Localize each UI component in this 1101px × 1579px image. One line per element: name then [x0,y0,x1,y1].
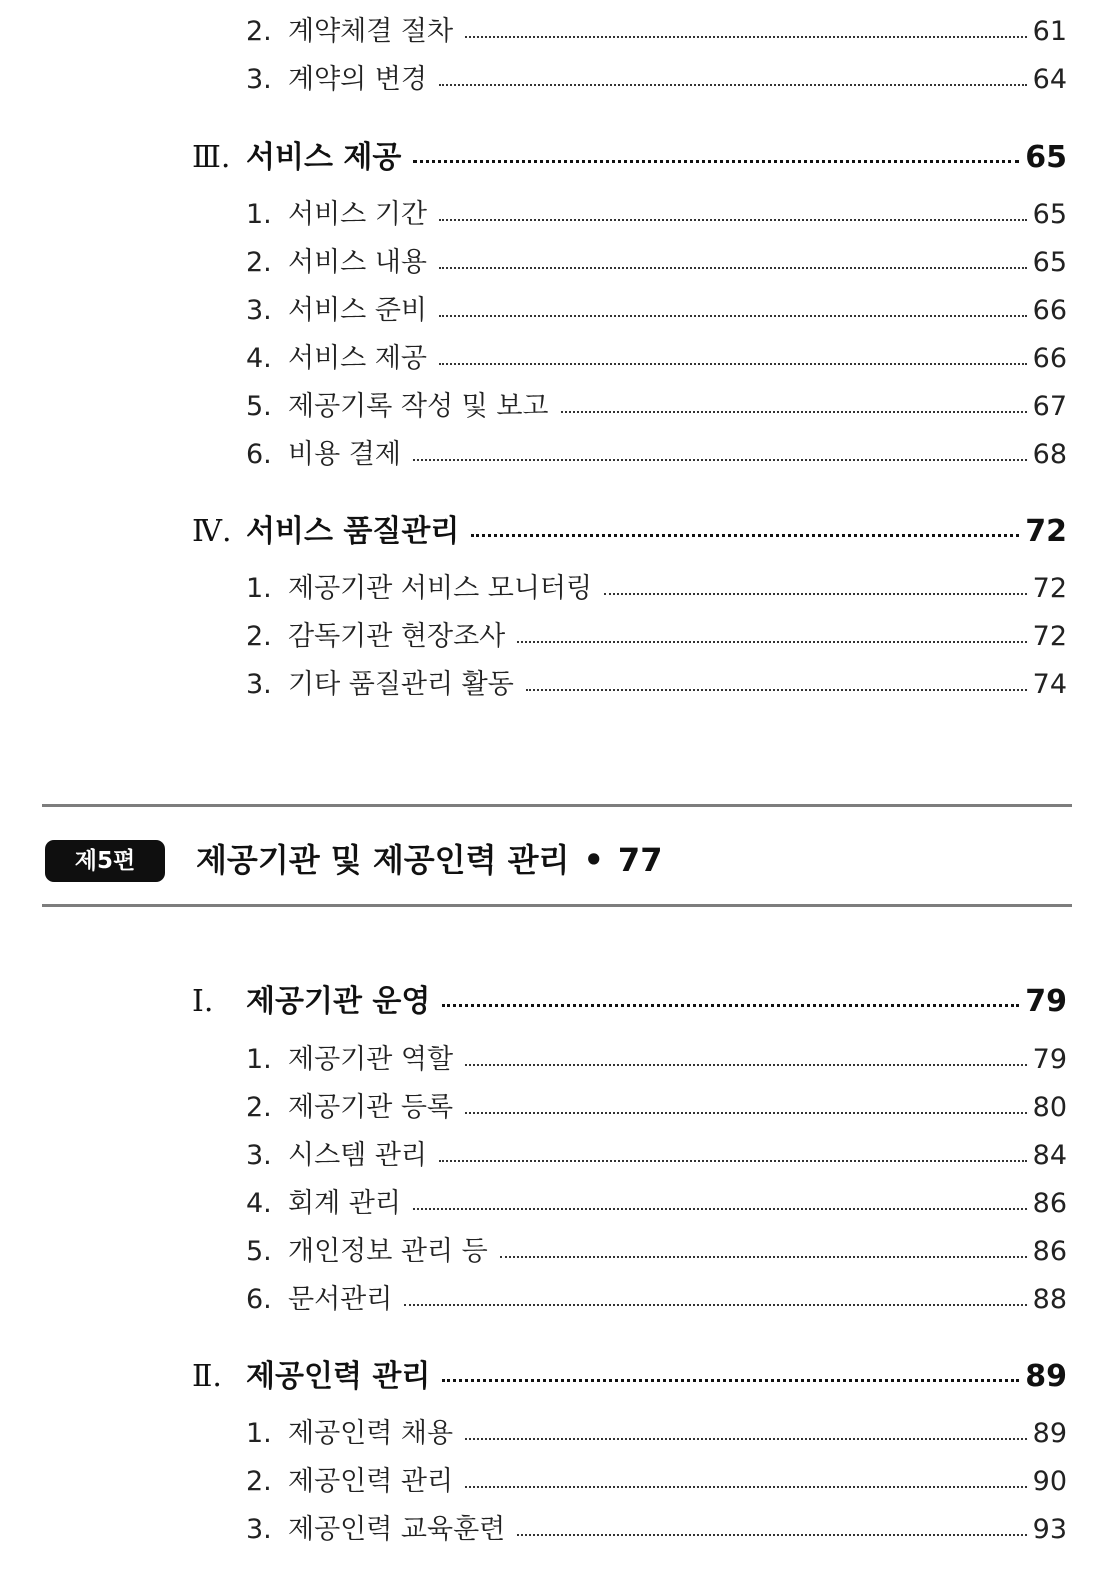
entry-number: 5. [246,391,272,422]
entry-number: 2. [246,16,272,47]
dot-leader [413,1184,1027,1224]
toc-entry [0,1280,1101,1320]
entry-title: 개인정보 관리 등 [288,1236,488,1267]
entry-number: 6. [246,1284,272,1315]
dot-leader [465,1088,1027,1128]
entry-number: 1. [246,1044,272,1075]
entry-title: 제공인력 관리 [288,1466,454,1497]
section-title: 제공인력 관리 [246,1359,431,1394]
page-number: 80 [1032,1092,1067,1123]
entry-title: 감독기관 현장조사 [288,621,506,652]
page-number: 89 [1032,1418,1067,1449]
entry-number: 6. [246,439,272,470]
page-number: 66 [1032,295,1067,326]
toc-entry [0,435,1101,475]
page-number: 65 [1032,247,1067,278]
entry-title: 제공기관 등록 [288,1092,454,1123]
page-number: 88 [1032,1284,1067,1315]
dot-leader [500,1232,1027,1272]
entry-number: 2. [246,1092,272,1123]
entry-number: 3. [246,669,272,700]
entry-title: 제공기관 서비스 모니터링 [288,573,593,604]
section-title: 서비스 제공 [246,140,402,175]
section-numeral: Ⅲ. [192,140,231,175]
dot-leader [465,1414,1027,1454]
toc-entry [0,1184,1101,1224]
dot-leader [439,1136,1027,1176]
dot-leader [439,291,1027,331]
page-number: 86 [1032,1188,1067,1219]
page-number: 72 [1032,573,1067,604]
dot-leader [471,512,1019,552]
part-page: 77 [617,841,663,879]
dot-leader [465,12,1027,52]
entry-title: 제공기관 역할 [288,1044,454,1075]
toc-entry [0,1136,1101,1176]
page-number: 65 [1025,140,1067,175]
page-number: 67 [1032,391,1067,422]
entry-number: 3. [246,1514,272,1545]
page-number: 86 [1032,1236,1067,1267]
dot-leader [413,138,1019,178]
part-bullet: • [583,841,604,879]
entry-number: 2. [246,247,272,278]
dot-leader [442,982,1019,1022]
toc-entry [0,1232,1101,1272]
part-title: 제공기관 및 제공인력 관리 [196,841,570,879]
entry-number: 3. [246,295,272,326]
part-badge: 제5편 [45,840,165,882]
dot-leader [439,339,1027,379]
dot-leader [442,1357,1019,1397]
toc-entry [0,291,1101,331]
toc-section-entry [0,512,1101,552]
dot-leader [517,617,1027,657]
entry-title: 서비스 기간 [288,199,427,230]
toc-entry [0,1510,1101,1550]
toc-entry [0,617,1101,657]
part-heading [196,838,662,882]
toc-entry [0,195,1101,235]
page-number: 90 [1032,1466,1067,1497]
part-divider-top [42,804,1072,807]
entry-title: 제공인력 채용 [288,1418,454,1449]
entry-title: 계약체결 절차 [288,16,454,47]
toc-entry [0,12,1101,52]
entry-number: 1. [246,1418,272,1449]
toc-entry [0,569,1101,609]
page-number: 79 [1025,984,1067,1019]
entry-title: 서비스 내용 [288,247,427,278]
entry-number: 5. [246,1236,272,1267]
entry-title: 계약의 변경 [288,64,427,95]
toc-entry [0,1462,1101,1502]
toc-section-entry [0,138,1101,178]
dot-leader [413,435,1027,475]
entry-number: 2. [246,621,272,652]
toc-section-entry [0,1357,1101,1397]
toc-entry [0,1414,1101,1454]
toc-entry [0,387,1101,427]
entry-title: 시스템 관리 [288,1140,427,1171]
page-number: 61 [1032,16,1067,47]
entry-title: 비용 결제 [288,439,401,470]
toc-entry [0,665,1101,705]
page-number: 72 [1032,621,1067,652]
toc-entry [0,60,1101,100]
entry-number: 3. [246,1140,272,1171]
section-title: 제공기관 운영 [246,984,431,1019]
entry-number: 2. [246,1466,272,1497]
entry-number: 1. [246,199,272,230]
dot-leader [404,1280,1027,1320]
page-number: 68 [1032,439,1067,470]
section-title: 서비스 품질관리 [246,514,460,549]
toc-entry [0,339,1101,379]
entry-title: 서비스 준비 [288,295,427,326]
entry-title: 서비스 제공 [288,343,427,374]
page-number: 66 [1032,343,1067,374]
dot-leader [439,60,1027,100]
dot-leader [439,195,1027,235]
dot-leader [561,387,1027,427]
page-number: 84 [1032,1140,1067,1171]
toc-entry [0,243,1101,283]
dot-leader [465,1040,1027,1080]
entry-title: 회계 관리 [288,1188,401,1219]
dot-leader [526,665,1027,705]
section-numeral: Ⅰ. [192,984,214,1019]
entry-number: 3. [246,64,272,95]
toc-entry [0,1040,1101,1080]
section-numeral: Ⅱ. [192,1359,222,1394]
page-number: 74 [1032,669,1067,700]
entry-title: 제공인력 교육훈련 [288,1514,506,1545]
page-number: 64 [1032,64,1067,95]
page-number: 89 [1025,1359,1067,1394]
page-number: 79 [1032,1044,1067,1075]
entry-title: 문서관리 [288,1284,393,1315]
toc-section-entry [0,982,1101,1022]
page-number: 72 [1025,514,1067,549]
section-numeral: Ⅳ. [192,514,232,549]
toc-entry [0,1088,1101,1128]
entry-title: 기타 품질관리 활동 [288,669,514,700]
entry-number: 4. [246,343,272,374]
dot-leader [439,243,1027,283]
dot-leader [604,569,1027,609]
page-number: 93 [1032,1514,1067,1545]
page-number: 65 [1032,199,1067,230]
entry-title: 제공기록 작성 및 보고 [288,391,549,422]
dot-leader [465,1462,1027,1502]
part-divider-bottom [42,904,1072,907]
entry-number: 1. [246,573,272,604]
dot-leader [517,1510,1027,1550]
entry-number: 4. [246,1188,272,1219]
